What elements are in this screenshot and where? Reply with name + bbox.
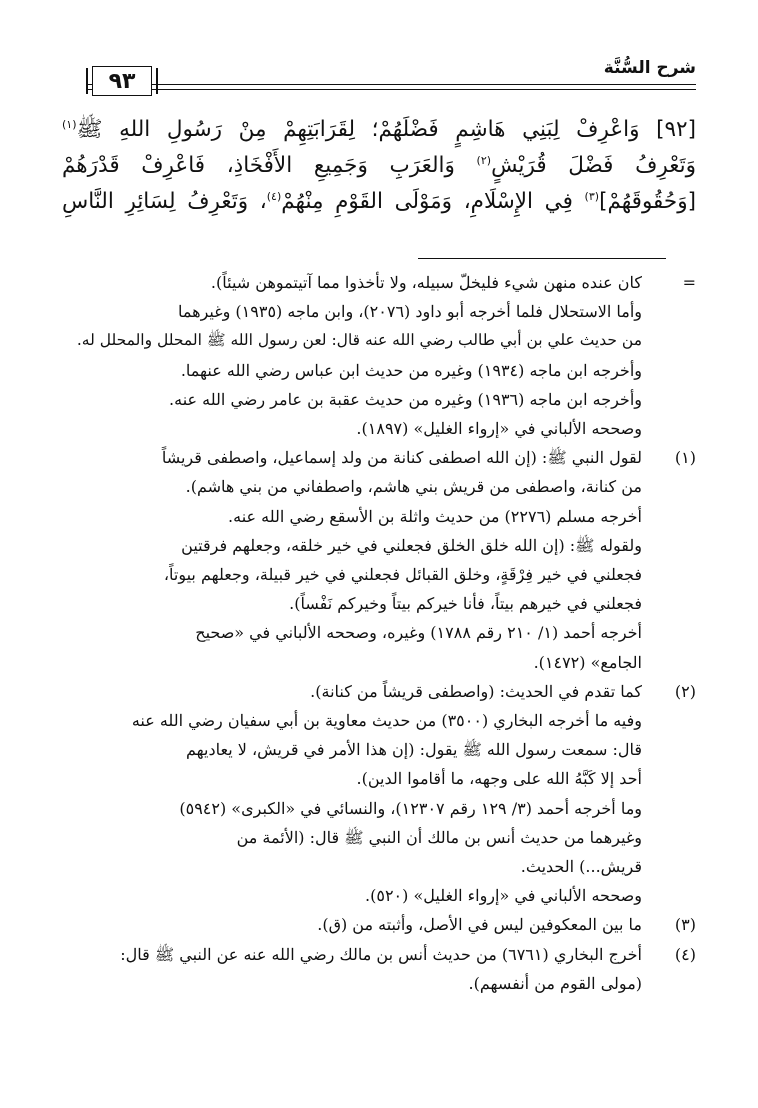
footnote-line: قال: سمعت رسول الله ﷺ يقول: (إن هذا الأمر في قريش، لا يعاديهم <box>186 740 642 760</box>
footnote-ref: (٣) <box>584 189 600 203</box>
footnote-marker: (٢) <box>674 681 696 701</box>
footnote-line: وأخرجه ابن ماجه (١٩٣٦) وغيره من حديث عقبة بن عامر رضي الله عنه. <box>169 389 642 409</box>
footnote-line: (مولى القوم من أنفسهم). <box>468 973 642 993</box>
footnote-line: لقول النبي ﷺ: (إن الله اصطفى كنانة من ولد إسماعيل، واصطفى قريشاً <box>161 448 642 468</box>
footnote-ref: (١) <box>62 117 77 131</box>
footnote-ref: (٤) <box>266 189 282 203</box>
footnote-1 <box>62 443 696 677</box>
footnote-line: أحد إلا كَبَّهُ الله على وجهه، ما أقاموا الدين). <box>356 769 642 789</box>
footnote-4 <box>62 940 696 998</box>
footnote-line: كما تقدم في الحديث: (واصطفى قريشاً من كنانة). <box>310 681 642 701</box>
footnote-marker: (٤) <box>674 944 696 964</box>
footnote-line: قريش...) الحديث. <box>520 857 642 877</box>
footnote-line: فجعلني في خير فِرْقَةٍ، وخلق القبائل فجعلني في خير قبيلة، وجعلهم بيوتاً، <box>163 565 642 585</box>
footnote-line: وغيرهما من حديث أنس بن مالك أن النبي ﷺ قال: (الأئمة من <box>236 827 642 847</box>
footnotes <box>62 268 696 998</box>
footnote-line: وصححه الألباني في «إرواء الغليل» (١٨٩٧). <box>356 419 642 439</box>
main-line: [وَحُقُوقَهُمْ]$^{(٣)}$ فِي الإِسْلَامِ، وَمَوْلَى القَوْمِ مِنْهُمْ$^{(٤)}$، وَتَعْرِفُ لِسَائِرِ النَّاسِ <box>62 189 696 214</box>
running-header-title: شرح السُّنَّة <box>603 58 696 78</box>
footnote-line: وما أخرجه أحمد (٣/ ١٢٩ رقم ١٢٣٠٧)، والنسائي في «الكبرى» (٥٩٤٢) <box>179 798 642 818</box>
footnote-line: كان عنده منهن شيء فليخلّ سبيله، ولا تأخذوا مما آتيتموهن شيئاً). <box>210 273 642 292</box>
footnote-line: وصححه الألباني في «إرواء الغليل» (٥٢٠). <box>365 886 642 906</box>
footnote-3 <box>62 910 696 939</box>
header-ornament-bar <box>156 68 158 94</box>
footnote-line: فجعلني في خيرهم بيتاً، فأنا خيركم بيتاً وخيركم نَفْساً). <box>289 594 642 614</box>
header-rule <box>86 84 696 85</box>
main-line: وَتَعْرِفُ فَضْلَ قُرَيْشٍ$^{(٢)}$ وَالعَرَبِ وَجَمِيعِ الأَفْخَاذِ، فَاعْرِفْ قَدْرَهُمْ <box>62 153 696 178</box>
header-ornament-bar <box>86 68 88 94</box>
footnote-continuation <box>62 268 696 443</box>
main-line: [٩٢] وَاعْرِفْ لِبَنِي هَاشِمٍ فَضْلَهُمْ؛ لِقَرَابَتِهِمْ مِنْ رَسُولِ اللهِ ﷺ$^{(١)}$ <box>62 117 696 142</box>
footnote-line: ما بين المعكوفين ليس في الأصل، وأثبته من (ق). <box>317 915 642 935</box>
footnote-marker: (١) <box>674 448 696 468</box>
footnote-line: ولقوله ﷺ: (إن الله خلق الخلق فجعلني في خير خلقه، وجعلهم فرقتين <box>181 535 642 555</box>
footnote-marker: = <box>682 273 696 292</box>
footnote-separator <box>418 258 666 259</box>
footnote-line: من كنانة، واصطفى من قريش بني هاشم، واصطفاني من بني هاشم). <box>185 477 642 497</box>
main-text <box>62 112 696 220</box>
header-rule <box>86 89 696 90</box>
footnote-line: من حديث علي بن أبي طالب رضي الله عنه قال: لعن رسول الله ﷺ المحلل والمحلل له. <box>76 331 642 350</box>
footnote-2 <box>62 677 696 911</box>
footnote-line: الجامع» (١٤٧٢). <box>533 652 642 672</box>
footnote-line: أخرجه مسلم (٢٢٧٦) من حديث واثلة بن الأسقع رضي الله عنه. <box>228 506 642 526</box>
footnote-marker: (٣) <box>674 915 696 935</box>
footnote-line: أخرج البخاري (٦٧٦١) من حديث أنس بن مالك رضي الله عنه عن النبي ﷺ قال: <box>120 944 642 964</box>
footnote-line: أخرجه أحمد (١/ ٢١٠ رقم ١٧٨٨) وغيره، وصححه الألباني في «صحيح <box>195 623 642 643</box>
page-number: ٩٣ <box>92 66 152 96</box>
footnote-line: وفيه ما أخرجه البخاري (٣٥٠٠) من حديث معاوية بن أبي سفيان رضي الله عنه <box>131 711 642 731</box>
footnote-line: وأخرجه ابن ماجه (١٩٣٤) وغيره من حديث ابن عباس رضي الله عنهما. <box>180 360 642 380</box>
footnote-line: وأما الاستحلال فلما أخرجه أبو داود (٢٠٧٦)، وابن ماجه (١٩٣٥) وغيرهما <box>178 302 642 322</box>
footnote-ref: (٢) <box>476 153 492 167</box>
